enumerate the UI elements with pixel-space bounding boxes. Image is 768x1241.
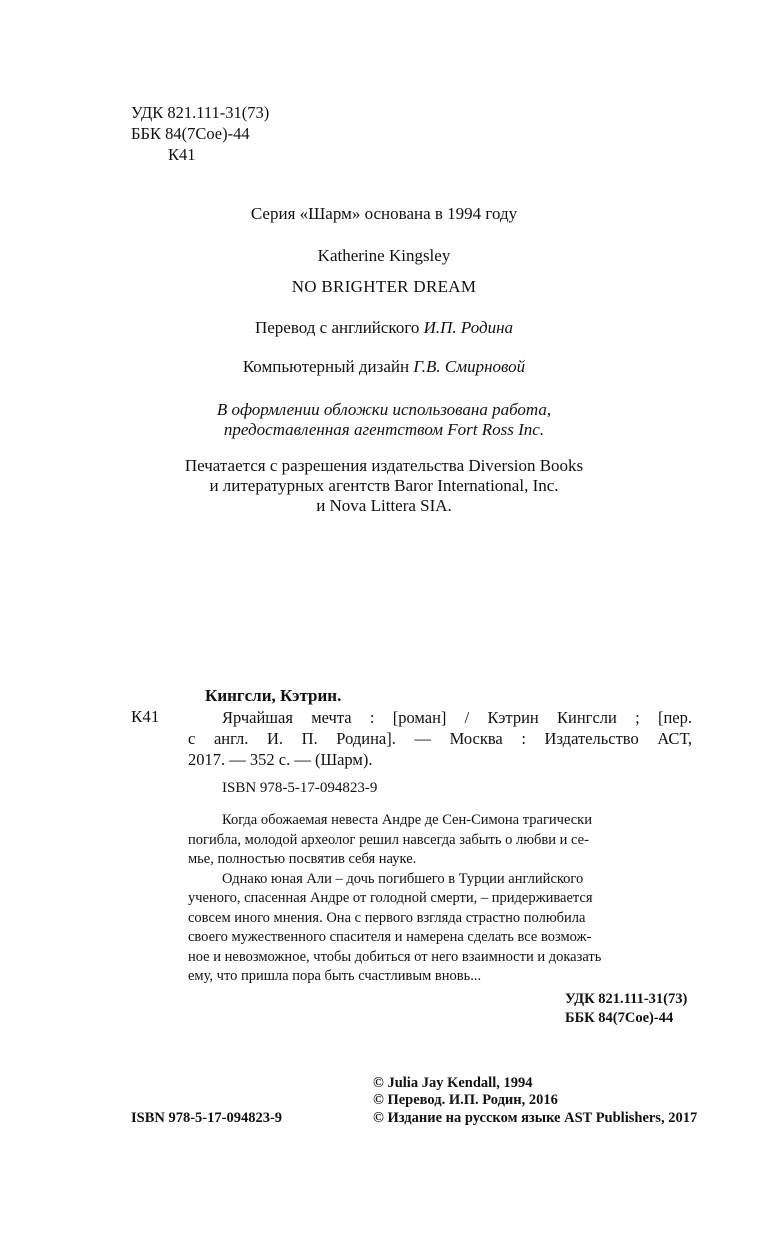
annotation-line-3: мье, полностью посвятив себя науке.: [188, 851, 417, 867]
design-label: Компьютерный дизайн: [242, 357, 414, 376]
original-title: NO BRIGHTER DREAM: [291, 277, 477, 296]
annotation-line-6: совсем иного мнения. Она с первого взгляда страстно полюбила: [188, 910, 586, 926]
permission-line-3: и Nova Littera SIA.: [316, 496, 452, 515]
cover-note-line-1: В оформлении обложки использована работа,: [216, 400, 552, 419]
permission-line-1: Печатается с разрешения издательства Diversion Books: [184, 456, 584, 475]
annotation-line-4: Однако юная Али – дочь погибшего в Турции английского: [222, 871, 584, 887]
copyright-line-3: © Издание на русском языке AST Publishers, 2017: [373, 1110, 698, 1126]
annotation-line-7: своего мужественного спасителя и намерена сделать все возмож-: [188, 929, 592, 945]
translator-name: И.П. Родина: [423, 318, 514, 337]
series-line: Серия «Шарм» основана в 1994 году: [250, 204, 518, 223]
copyright-line-1: © Julia Jay Kendall, 1994: [373, 1075, 533, 1091]
bbk-code: ББК 84(7Сое)-44: [131, 124, 250, 143]
translation-credit: [0, 318, 768, 338]
designer-name: Г.В. Смирновой: [413, 357, 526, 376]
annotation-line-8: ное и невозможное, чтобы добиться от него взаимности и доказать: [188, 949, 602, 965]
original-author: Katherine Kingsley: [317, 246, 451, 265]
copyright-line-2: © Перевод. И.П. Родин, 2016: [373, 1092, 558, 1108]
catalog-line-3: 2017. — 352 с. — (Шарм).: [188, 750, 373, 769]
author-sign: К41: [168, 145, 196, 164]
annotation-line-2: погибла, молодой археолог решил навсегда забыть о любви и се-: [188, 832, 589, 848]
catalog-sign: К41: [131, 707, 160, 726]
isbn-bottom: ISBN 978-5-17-094823-9: [131, 1110, 283, 1126]
design-credit: [0, 357, 768, 377]
annotation-line-5: ученого, спасенная Андре от голодной смерти, – придерживается: [188, 890, 593, 906]
catalog-udk: УДК 821.111-31(73): [565, 991, 688, 1007]
translation-label: Перевод с английского: [254, 318, 424, 337]
catalog-bbk: ББК 84(7Сое)-44: [565, 1010, 674, 1026]
catalog-isbn: ISBN 978-5-17-094823-9: [222, 780, 378, 796]
cover-note-line-2: предоставленная агентством Fort Ross Inc.: [223, 420, 545, 439]
annotation-line-1: Когда обожаемая невеста Андре де Сен-Симона трагически: [222, 812, 592, 828]
catalog-line-1: Ярчайшая мечта : [роман] / Кэтрин Кингсли ; [пер.: [222, 708, 692, 727]
annotation-line-9: ему, что пришла пора быть счастливым вновь...: [188, 968, 482, 984]
catalog-heading: Кингсли, Кэтрин.: [205, 686, 342, 705]
permission-line-2: и литературных агентств Baror International, Inc.: [209, 476, 559, 495]
udk-code: УДК 821.111-31(73): [131, 103, 270, 122]
catalog-line-2: с англ. И. П. Родина]. — Москва : Издательство АСТ,: [188, 729, 692, 748]
